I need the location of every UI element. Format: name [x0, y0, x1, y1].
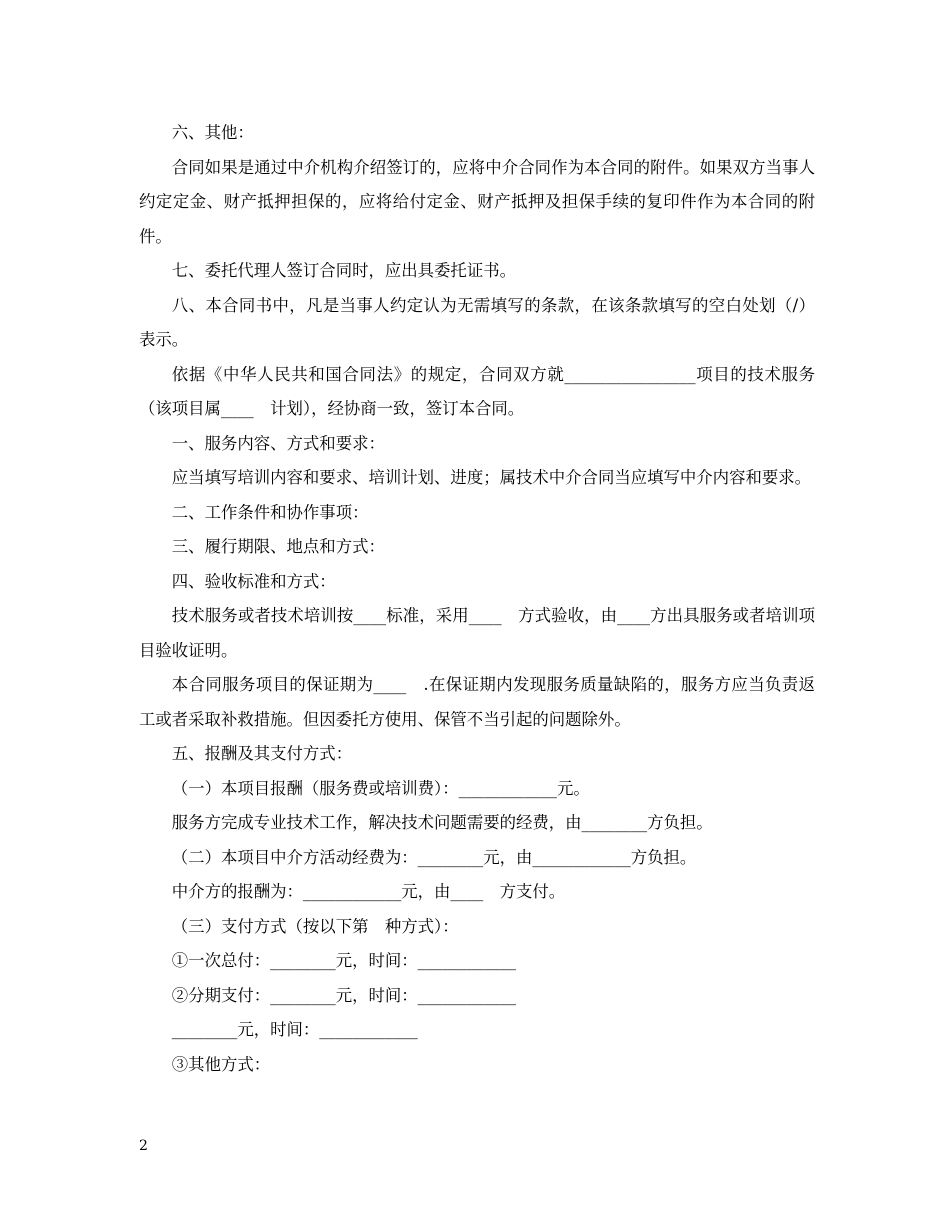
payment-item-technical-expenses: 服务方完成专业技术工作，解决技术问题需要的经费，由________方负担。	[171, 813, 713, 832]
payment-item-intermediary-fee: 中介方的报酬为：____________元，由____ 方支付。	[171, 882, 566, 901]
payment-option-lump-sum: ①一次总付：________元，时间：____________	[171, 951, 516, 970]
paragraph-service-content: 应当填写培训内容和要求、培训计划、进度；属技术中介合同当应填写中介内容和要求。	[171, 468, 812, 487]
payment-option-installment: ②分期支付：________元，时间：____________	[171, 985, 516, 1005]
section-heading-payment: 五、报酬及其支付方式：	[171, 744, 353, 763]
payment-method-heading: （三）支付方式（按以下第 种方式）：	[171, 916, 459, 936]
payment-option-installment-continued: ________元，时间：____________	[171, 1020, 418, 1039]
paragraph-acceptance-standard: 技术服务或者技术培训按____标准，采用____ 方式验收，由____方出具服务或者培训项目验收证明。	[139, 606, 815, 660]
payment-option-other: ③其他方式：	[171, 1054, 271, 1074]
section-heading-performance-period: 三、履行期限、地点和方式：	[171, 537, 385, 556]
paragraph-intermediary-attachment: 合同如果是通过中介机构介绍签订的，应将中介合同作为本合同的附件。如果双方当事人约定定金、财产抵押担保的，应将给付定金、财产抵押及担保手续的复印件作为本合同的附件。	[139, 157, 815, 246]
clause-blank-marking: 八、本合同书中，凡是当事人约定认为无需填写的条款，在该条款填写的空白处划（/）表示。	[139, 295, 815, 349]
page-number: 2	[139, 1138, 148, 1154]
paragraph-contract-basis: 依据《中华人民共和国合同法》的规定，合同双方就________________项目的技术服务（该项目属____ 计划），经协商一致，签订本合同。	[139, 364, 815, 418]
paragraph-warranty-period: 本合同服务项目的保证期为____ .在保证期内发现服务质量缺陷的，服务方应当负责返工或者采取补救措施。但因委托方使用、保管不当引起的问题除外。	[139, 675, 815, 729]
payment-item-project-fee: （一）本项目报酬（服务费或培训费）：____________元。	[171, 778, 590, 798]
clause-power-of-attorney: 七、委托代理人签订合同时，应出具委托证书。	[171, 261, 516, 280]
section-heading-work-conditions: 二、工作条件和协作事项：	[171, 502, 369, 522]
section-heading-other: 六、其他：	[171, 123, 254, 142]
document-body	[139, 116, 815, 1082]
payment-item-intermediary-expenses: （二）本项目中介方活动经费为：________元，由____________方负担。	[171, 847, 697, 867]
section-heading-acceptance: 四、验收标准和方式：	[171, 571, 336, 591]
section-heading-service-content: 一、服务内容、方式和要求：	[171, 433, 385, 453]
